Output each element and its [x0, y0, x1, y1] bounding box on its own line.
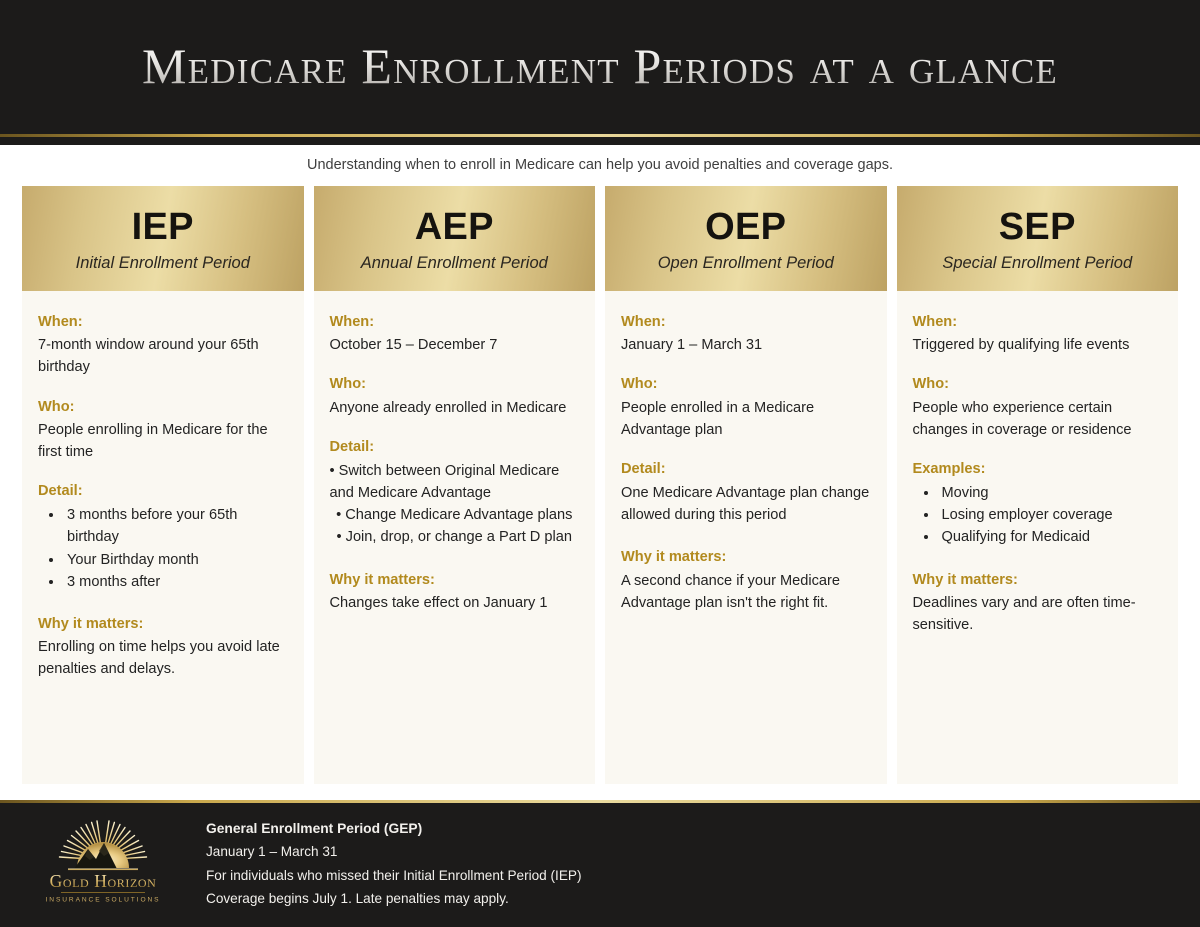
- detail-block: [621, 458, 871, 527]
- card-full-name: Open Enrollment Period: [657, 253, 834, 272]
- list-item: • Change Medicare Advantage plans: [336, 507, 573, 524]
- gep-note-1: For individuals who missed their Initial Enrollment Period (IEP): [206, 867, 582, 883]
- who-label: Who:: [38, 398, 75, 415]
- logo-tagline: INSURANCE SOLUTIONS: [45, 896, 161, 903]
- detail-label: Detail:: [38, 483, 83, 500]
- list-item: • Your Birthday month: [64, 549, 288, 571]
- card-aep[interactable]: [314, 186, 596, 784]
- card-body-aep: [314, 291, 596, 784]
- card-header-iep: [22, 186, 304, 291]
- when-block: [330, 311, 580, 356]
- card-acronym: OEP: [705, 206, 787, 249]
- detail-text: One Medicare Advantage plan change allowed during this period: [621, 485, 870, 524]
- list-item: • Qualifying for Medicaid: [939, 526, 1163, 548]
- card-header-sep: [897, 186, 1179, 291]
- card-body-oep: [605, 291, 887, 784]
- card-body-iep: [22, 291, 304, 784]
- examples-list: [913, 482, 1163, 549]
- who-label: Who:: [621, 376, 658, 393]
- gep-info: [206, 817, 582, 911]
- who-block: [913, 373, 1163, 441]
- who-value: People enrolled in a Medicare Advantage plan: [621, 399, 815, 438]
- who-value: Anyone already enrolled in Medicare: [329, 399, 567, 416]
- gep-title: General Enrollment Period (GEP): [206, 820, 423, 836]
- company-logo: [18, 816, 188, 912]
- detail-label: Detail:: [621, 460, 666, 477]
- detail-list: [38, 504, 288, 593]
- card-acronym: SEP: [998, 206, 1076, 249]
- why-label: Why it matters:: [912, 571, 1018, 588]
- who-block: [330, 373, 580, 418]
- card-header-aep: [314, 186, 596, 291]
- detail-block: [330, 436, 580, 549]
- enrollment-period-cards: [22, 186, 1178, 784]
- why-value: A second chance if your Medicare Advantage plan isn't the right fit.: [621, 572, 841, 611]
- when-label: When:: [621, 314, 666, 330]
- who-label: Who:: [912, 376, 949, 393]
- when-value: October 15 – December 7: [329, 337, 498, 354]
- when-value: Triggered by qualifying life events: [912, 337, 1130, 354]
- page-header: [0, 0, 1200, 145]
- who-value: People enrolling in Medicare for the first time: [38, 421, 268, 460]
- why-label: Why it matters:: [329, 571, 435, 588]
- card-body-sep: [897, 291, 1179, 784]
- why-label: Why it matters:: [621, 549, 727, 566]
- gep-dates: January 1 – March 31: [206, 844, 338, 860]
- list-item: • 3 months before your 65th birthday: [64, 504, 288, 548]
- card-oep[interactable]: [605, 186, 887, 784]
- logo-wordmark: Gold Horizon: [49, 870, 157, 891]
- list-item: • Join, drop, or change a Part D plan: [336, 529, 572, 546]
- subtitle-row: [0, 145, 1200, 185]
- why-block: [913, 569, 1163, 637]
- when-block: [621, 311, 871, 356]
- list-item: • Switch between Original Medicare and Medicare Advantage: [329, 462, 560, 502]
- when-block: [913, 311, 1163, 356]
- why-value: Enrolling on time helps you avoid late penalties and delays.: [38, 639, 280, 678]
- list-item: • 3 months after: [64, 571, 288, 593]
- why-block: [621, 546, 871, 614]
- when-block: [38, 311, 288, 379]
- detail-block: [38, 480, 288, 593]
- footer-gold-rule: [0, 800, 1200, 803]
- examples-label: Examples:: [912, 460, 986, 477]
- who-label: Who:: [329, 376, 366, 393]
- card-acronym: AEP: [414, 206, 494, 249]
- who-block: [621, 373, 871, 441]
- detail-list: [330, 460, 580, 549]
- list-item: • Moving: [939, 482, 1163, 504]
- card-acronym: IEP: [131, 206, 194, 249]
- why-label: Why it matters:: [38, 615, 144, 632]
- card-full-name: Special Enrollment Period: [942, 253, 1133, 272]
- who-block: [38, 396, 288, 464]
- when-label: When:: [912, 314, 958, 330]
- when-value: January 1 – March 31: [621, 337, 763, 354]
- header-gold-rule: [0, 134, 1200, 137]
- detail-label: Detail:: [329, 438, 375, 455]
- when-value: 7-month window around your 65th birthday: [38, 337, 259, 376]
- card-iep[interactable]: [22, 186, 304, 784]
- why-block: [330, 569, 580, 614]
- examples-block: [913, 458, 1163, 549]
- card-full-name: Initial Enrollment Period: [75, 253, 250, 272]
- page-subtitle: Understanding when to enroll in Medicare can help you avoid penalties and coverage gaps.: [306, 157, 894, 173]
- list-item: • Losing employer coverage: [939, 504, 1163, 526]
- gep-note-2: Coverage begins July 1. Late penalties may apply.: [206, 891, 509, 907]
- why-block: [38, 613, 288, 681]
- page-footer: [0, 800, 1200, 927]
- when-label: When:: [38, 314, 83, 330]
- why-value: Changes take effect on January 1: [329, 594, 548, 611]
- card-sep[interactable]: [897, 186, 1179, 784]
- why-value: Deadlines vary and are often time-sensitive.: [912, 594, 1136, 633]
- when-label: When:: [329, 314, 375, 330]
- card-full-name: Annual Enrollment Period: [360, 253, 548, 272]
- gold-horizon-sun-mountain-icon: [28, 816, 178, 912]
- page-title: Medicare Enrollment Periods at a glance: [142, 37, 1058, 94]
- card-header-oep: [605, 186, 887, 291]
- who-value: People who experience certain changes in coverage or residence: [912, 399, 1132, 438]
